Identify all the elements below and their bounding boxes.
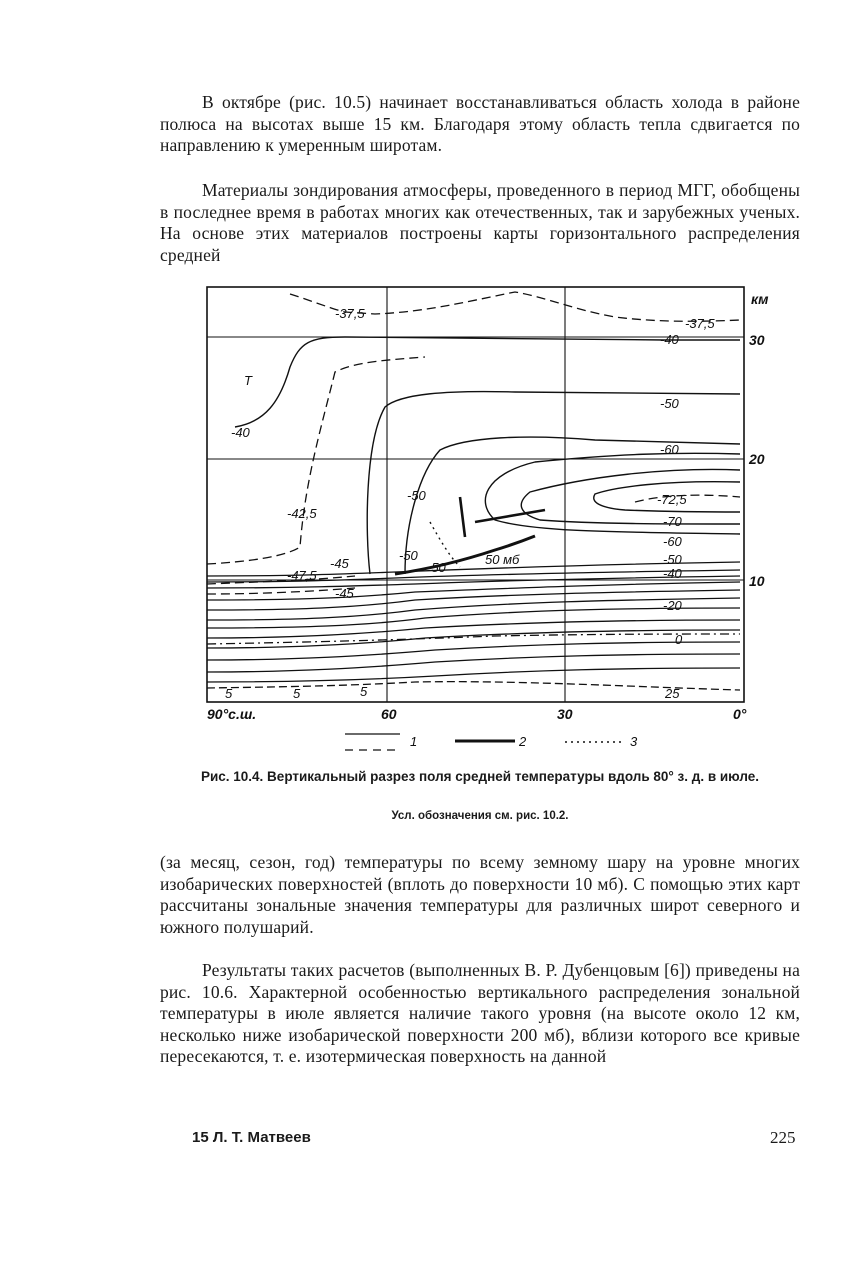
- contour-label: 5: [225, 686, 233, 701]
- contour-label: 50 мб: [485, 552, 520, 567]
- temperature-cross-section-figure: [195, 282, 795, 722]
- paragraph-4: [160, 960, 800, 1068]
- contour-label: -50: [663, 552, 682, 567]
- contour-label: -45: [335, 586, 354, 601]
- contour-label: -70: [663, 514, 682, 529]
- legend-graphic: [340, 728, 670, 756]
- region-label-t: T: [244, 373, 252, 388]
- contour-label: -50: [660, 396, 679, 411]
- tropopause-break-1: [460, 497, 465, 537]
- contour-label: -20: [663, 598, 682, 613]
- contour-label: -40: [660, 332, 679, 347]
- isotherm-minus-45-lower: [207, 588, 355, 594]
- contour-label: 25: [665, 686, 680, 701]
- x-tick-60: 60: [381, 706, 397, 722]
- x-tick-0: 0°: [733, 706, 747, 722]
- isotherm-minus-40-upper: [235, 337, 740, 427]
- contour-label: -42,5: [287, 506, 317, 521]
- paragraph-1: [160, 92, 800, 157]
- contour-label: 5: [293, 686, 301, 701]
- paragraph-4-text: Результаты таких расчетов (выполненных В. Р. Дубенцовым [6]) приведены на рис. 10.6. Характерной особенностью вертикального распределения зональной температуры в июле является наличие такого уровня (на высоте около 12 км, несколько ниже изобарической поверхности 200 мб), вблизи которого все кривые пересекаются, т. е. изотермическая поверхность на данной: [160, 960, 800, 1066]
- isotherm-minus-60-upper: [405, 437, 740, 574]
- cross-section-diagram: [195, 282, 795, 722]
- legend-label-2: 2: [519, 734, 527, 749]
- page-number: 225: [770, 1128, 796, 1147]
- contour-label: 5: [360, 684, 368, 699]
- isotherm-minus-60-loop: [485, 453, 740, 534]
- contour-label: -50: [407, 488, 426, 503]
- isotherm-dashed-inner: [635, 495, 740, 502]
- paragraph-3-text: (за месяц, сезон, год) температуры по всему земному шару на уровне многих изобарических поверхностей (вплоть до поверхности 10 мб). С помощью этих карт рассчитаны зональные значения температуры для различных широт северного и южного полушарий.: [160, 852, 800, 937]
- signature-mark: 15 Л. Т. Матвеев: [192, 1129, 311, 1146]
- y-tick-30: 30: [749, 332, 765, 348]
- legend-label-1: 1: [410, 734, 418, 749]
- y-unit-label: км: [751, 291, 769, 307]
- x-tick-30: 30: [557, 706, 573, 722]
- contour-label: -72,5: [657, 492, 687, 507]
- paragraph-3: [160, 852, 800, 938]
- tropopause-break-2: [475, 510, 545, 522]
- isotherm-minus-70-loop: [521, 469, 740, 524]
- contour-label: -40: [231, 425, 250, 440]
- contour-label: -45: [330, 556, 349, 571]
- paragraph-1-text: В октябре (рис. 10.5) начинает восстанавливаться область холода в районе полюса на высотах выше 15 км. Благодаря этому область тепла сдвигается по направлению к умеренным широтам.: [160, 92, 800, 155]
- contour-label: -50: [399, 548, 418, 563]
- paragraph-2-text: Материалы зондирования атмосферы, проведенного в период МГГ, обобщены в последнее время в работах многих как отечественных, так и зарубежных ученых. На основе этих материалов построены карты горизонтального распределения средней: [160, 180, 800, 265]
- legend-label-3: 3: [630, 734, 638, 749]
- contour-label: -60: [663, 534, 682, 549]
- contour-label: -37,5: [685, 316, 715, 331]
- isotherm-5-dashed: [207, 682, 740, 690]
- contour-label: -40: [663, 566, 682, 581]
- y-tick-10: 10: [749, 573, 765, 589]
- contour-label: 0: [675, 632, 683, 647]
- isotherm-minus-42-5: [207, 357, 425, 564]
- x-tick-90n: 90°с.ш.: [207, 706, 257, 722]
- figure-caption: Рис. 10.4. Вертикальный разрез поля средней температуры вдоль 80° з. д. в июле.: [200, 769, 760, 784]
- contour-label: -60: [660, 442, 679, 457]
- contour-label: -37,5: [335, 306, 365, 321]
- paragraph-2: [160, 180, 800, 266]
- contour-label: -50: [427, 560, 446, 575]
- y-tick-20: 20: [749, 451, 765, 467]
- figure-caption-note: Усл. обозначения см. рис. 10.2.: [391, 810, 569, 822]
- contour-label: -47,5: [287, 568, 317, 583]
- figure-legend: [340, 728, 670, 756]
